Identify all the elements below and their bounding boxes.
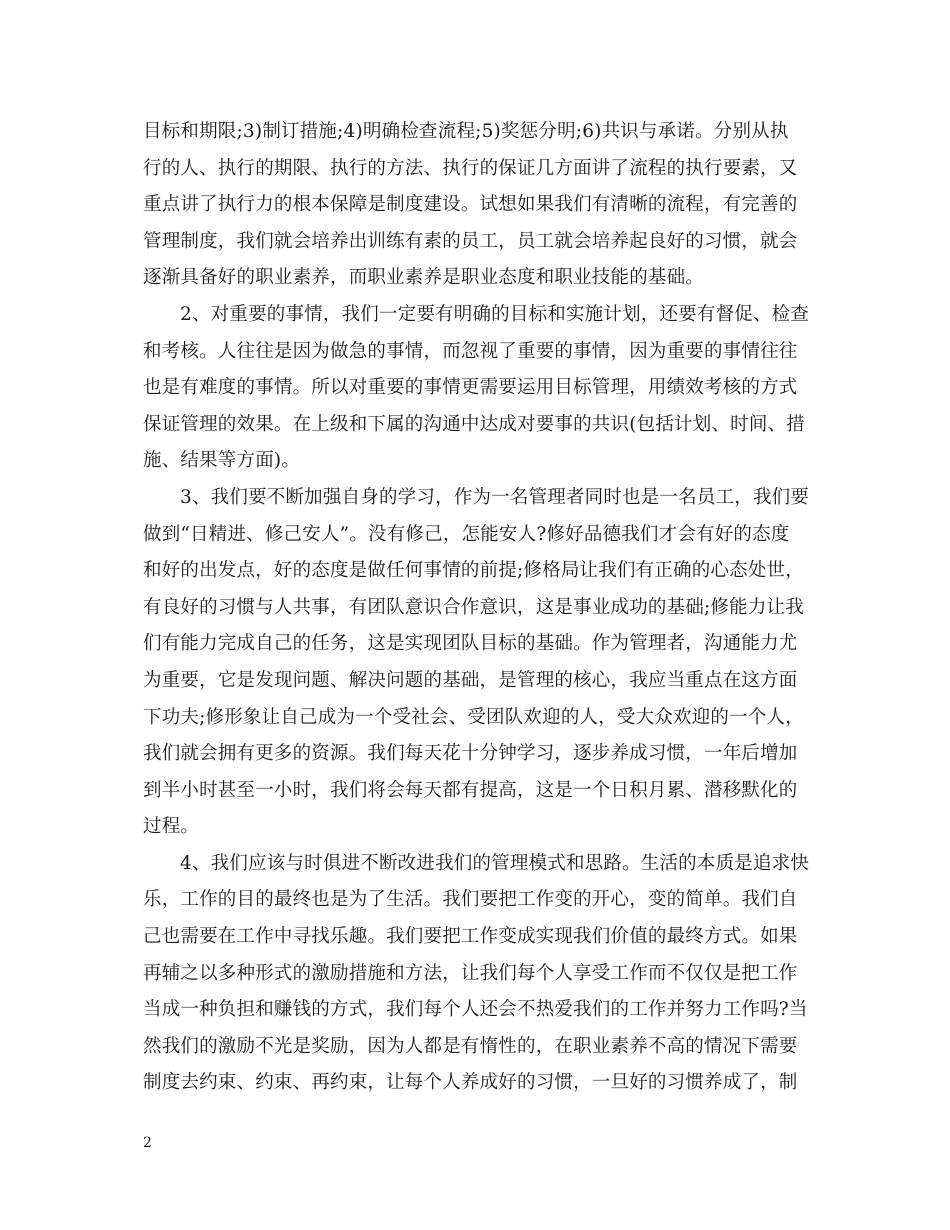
text-line: 和好的出发点，好的态度是做任何事情的前提;修格局让我们有正确的心态处世， (143, 560, 804, 582)
text-line: 行的人、执行的期限、执行的方法、执行的保证几方面讲了流程的执行要素，又 (143, 157, 798, 179)
text-line: 乐，工作的目的最终也是为了生活。我们要把工作变的开心，变的简单。我们自 (143, 889, 798, 911)
body-text (143, 114, 811, 1102)
text-line: 做到“日精进、修己安人”。没有修己，怎能安人?修好品德我们才会有好的态度 (143, 523, 790, 545)
paragraph-2-first-line: 2、对重要的事情，我们一定要有明确的目标和实施计划，还要有督促、检查 (180, 303, 810, 325)
text-line: 到半小时甚至一小时，我们将会每天都有提高，这是一个日积月累、潜移默化的 (143, 779, 798, 801)
page-number: 2 (143, 1135, 152, 1151)
text-line: 过程。 (143, 816, 200, 838)
text-line: 然我们的激励不光是奖励，因为人都是有惰性的，在职业素养不高的情况下需要 (143, 1035, 798, 1057)
text-line: 管理制度，我们就会培养出训练有素的员工，员工就会培养起良好的习惯，就会 (143, 230, 798, 252)
text-line: 己也需要在工作中寻找乐趣。我们要把工作变成实现我们价值的最终方式。如果 (143, 926, 798, 948)
text-line: 有良好的习惯与人共事，有团队意识合作意识，这是事业成功的基础;修能力让我 (143, 596, 804, 618)
text-line: 保证管理的效果。在上级和下属的沟通中达成对要事的共识(包括计划、时间、措 (143, 413, 805, 435)
text-line: 也是有难度的事情。所以对重要的事情更需要运用目标管理，用绩效考核的方式 (143, 377, 798, 399)
text-line: 逐渐具备好的职业素养，而职业素养是职业态度和职业技能的基础。 (143, 267, 705, 289)
text-line: 和考核。人往往是因为做急的事情，而忽视了重要的事情，因为重要的事情往往 (143, 340, 798, 362)
text-line: 下功夫;修形象让自己成为一个受社会、受团队欢迎的人，受大众欢迎的一个人， (143, 706, 804, 728)
text-line: 为重要，它是发现问题、解决问题的基础，是管理的核心，我应当重点在这方面 (143, 669, 798, 691)
text-line: 制度去约束、约束、再约束，让每个人养成好的习惯，一旦好的习惯养成了，制 (143, 1072, 798, 1094)
text-line: 施、结果等方面)。 (143, 450, 301, 472)
paragraph-4-first-line: 4、我们应该与时俱进不断改进我们的管理模式和思路。生活的本质是追求快 (180, 852, 810, 874)
text-line: 当成一种负担和赚钱的方式，我们每个人还会不热爱我们的工作并努力工作吗?当 (143, 999, 808, 1021)
text-line: 我们就会拥有更多的资源。我们每天花十分钟学习，逐步养成习惯，一年后增加 (143, 743, 798, 765)
text-line: 目标和期限;3)制订措施;4)明确检查流程;5)奖惩分明;6)共识与承诺。分别从执 (143, 121, 789, 142)
text-line: 再辅之以多种形式的激励措施和方法，让我们每个人享受工作而不仅仅是把工作 (143, 962, 798, 984)
text-line: 重点讲了执行力的根本保障是制度建设。试想如果我们有清晰的流程，有完善的 (143, 194, 798, 216)
paragraph-3-first-line: 3、我们要不断加强自身的学习，作为一名管理者同时也是一名员工，我们要 (180, 486, 810, 508)
text-line: 们有能力完成自己的任务，这是实现团队目标的基础。作为管理者，沟通能力尤 (143, 633, 798, 655)
